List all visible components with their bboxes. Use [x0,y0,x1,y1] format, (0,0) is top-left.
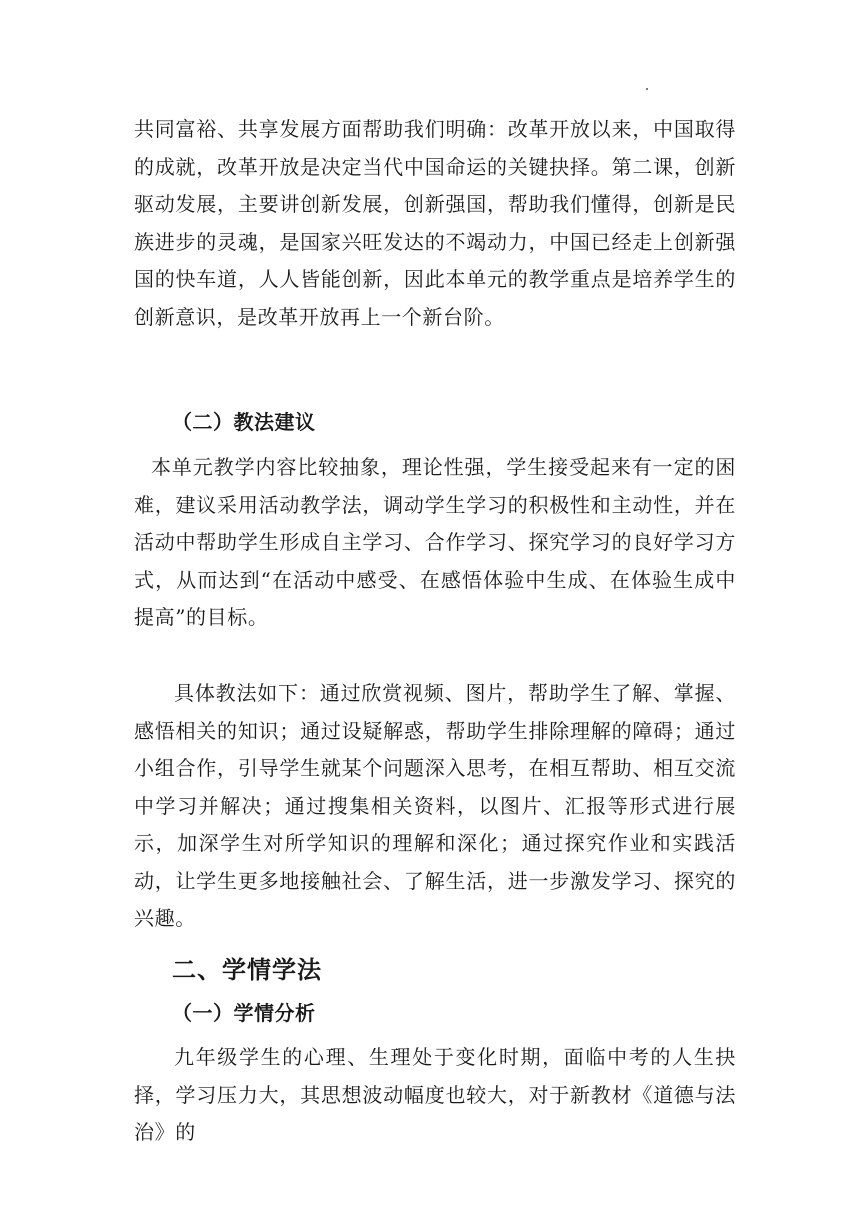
page-mark [646,88,648,90]
heading-teaching-method: （二）教法建议 [172,410,316,434]
paragraph-reform-innovation: 共同富裕、共享发展方面帮助我们明确：改革开放以来，中国取得的成就，改革开放是决定当代中国命运的关键抉择。第二课，创新驱动发展，主要讲创新发展，创新强国，帮助我们懂得，创新是民族进步的灵魂，是国家兴旺发达的不竭动力，中国已经走上创新强国的快车道，人人皆能创新，因此本单元的教学重点是培养学生的创新意识，是改革开放再上一个新台阶。 [134,117,736,329]
paragraph-student-analysis: 九年级学生的心理、生理处于变化时期，面临中考的人生抉择，学习压力大，其思想波动幅度也较大，对于新教材《道德与法治》的 [134,1045,736,1144]
heading-section-two: 二、学情学法 [172,956,322,984]
paragraph-specific-methods: 具体教法如下：通过欣赏视频、图片，帮助学生了解、掌握、感悟相关的知识；通过设疑解惑，帮助学生排除理解的障碍；通过小组合作，引导学生就某个问题深入思考，在相互帮助、相互交流中学习并解决；通过搜集相关资料，以图片、汇报等形式进行展示，加深学生对所学知识的理解和深化；通过探究作业和实践活动，让学生更多地接触社会、了解生活，进一步激发学习、探究的兴趣。 [134,681,736,930]
heading-student-analysis: （一）学情分析 [172,1001,316,1025]
paragraph-teaching-method: 本单元教学内容比较抽象，理论性强，学生接受起来有一定的困难，建议采用活动教学法，调动学生学习的积极性和主动性，并在活动中帮助学生形成自主学习、合作学习、探究学习的良好学习方式，从而达到“在活动中感受、在感悟体验中生成、在体验生成中提高”的目标。 [134,455,736,629]
